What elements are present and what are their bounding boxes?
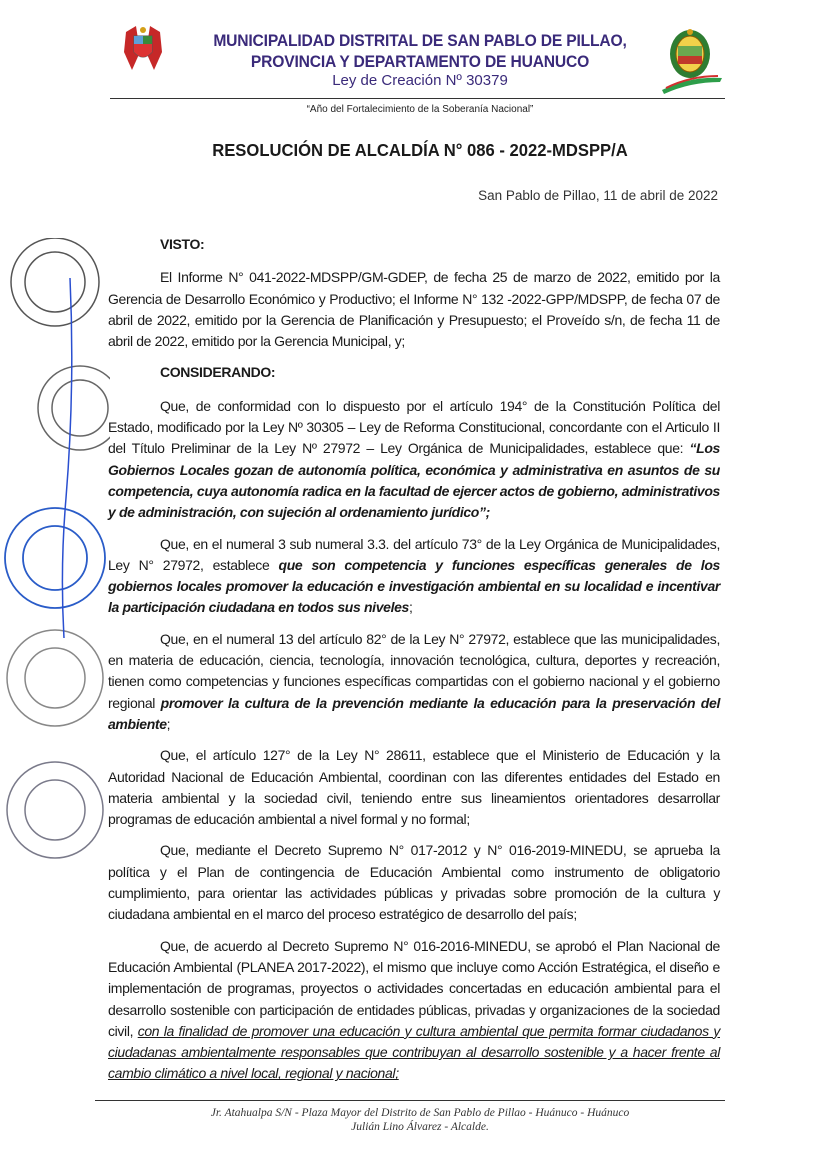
institution-name: MUNICIPALIDAD DISTRITAL DE SAN PABLO DE PILLAO, PROVINCIA Y DEPARTAMENTO DE HUANUCO	[213, 31, 627, 71]
text-segment: Que, de conformidad con lo dispuesto por el artículo 194° de la Constitución Política del Estado, modificado por la Ley Nº 30305 – Ley de Reforma Constitucional, concordante con el Articulo II del Título Preliminar de la Ley Nº 27972 – Ley Orgánica de Municipalidades, establece que:	[108, 397, 720, 457]
resolution-title: RESOLUCIÓN DE ALCALDÍA N° 086 - 2022-MDSPP/A	[212, 140, 628, 160]
document-date: San Pablo de Pillao, 11 de abril de 2022	[478, 188, 718, 203]
official-stamps	[0, 238, 110, 878]
secretaria-stamp	[7, 762, 103, 858]
text-segment: Que, mediante el Decreto Supremo N° 017-2012 y N° 016-2019-MINEDU, se aprueba la política y el Plan de contingencia de Educación Ambiental como instrumento de obligatorio cumplimiento, para orientar las actividades públicas y privadas sobre promoción de la cultura y ciudadana ambiental en el marco del proceso estratégico de desarrollo del país;	[108, 842, 720, 923]
text-segment: Que, en el numeral 13 del artículo 82° de la Ley N° 27972, establece que las municipalidades, en materia de educación, ciencia, tecnología, innovación tecnológica, cultura, deportes y recreación, tienen como competencias y funciones específicas compartidas con el gobierno nacional y el gobierno regional	[108, 630, 720, 711]
footer-divider	[95, 1100, 725, 1101]
text-segment: Que, de acuerdo al Decreto Supremo N° 016-2016-MINEDU, se aprobó el Plan Nacional de Educación Ambiental (PLANEA 2017-2022), el mismo que incluye como Acción Estratégica, el diseño e implementación de programas, proyectos o actividades concertadas en educación ambiental para el desarrollo sostenible con participación de entidades públicas, privadas y organizaciones de la sociedad civil,	[108, 937, 720, 1039]
creation-law: Ley de Creación Nº 30379	[332, 72, 508, 89]
signature-mark	[62, 278, 71, 638]
text-segment: El Informe N° 041-2022-MDSPP/GM-GDEP, de fecha 25 de marzo de 2022, emitido por la Gerencia de Desarrollo Económico y Productivo; el Informe N° 132 -2022-GPP/MDSPP, de fecha 07 de abril de 2022, emitido por la Gerencia de Planificación y Presupuesto; el Proveído s/n, de fecha 11 de abril de 2022, emitido por la Gerencia Municipal, y;	[108, 269, 720, 350]
text-segment: ;	[166, 715, 171, 732]
footer	[100, 1106, 740, 1134]
paragraph	[108, 534, 720, 619]
paragraph	[108, 840, 720, 925]
gerencia-municipal-stamp	[38, 366, 110, 450]
planificacion-stamp	[5, 508, 105, 608]
document-body	[108, 234, 720, 1095]
paragraph	[108, 936, 720, 1085]
visto-heading: VISTO:	[160, 236, 205, 252]
text-segment: ;	[408, 599, 413, 616]
paragraph	[108, 745, 720, 830]
emphasized-text: promover la cultura de la prevención mediante la educación para la preservación del ambiente	[108, 694, 720, 732]
paragraph	[108, 629, 720, 735]
municipal-shield-icon	[660, 26, 724, 96]
emphasized-text: “Los Gobiernos Locales gozan de autonomía política, económica y administrativa en asuntos de su competencia, cuya autonomía radica en la facultad de ejercer actos de gobierno, administrativos y de administración, con sujeción al ordenamiento jurídico”;	[108, 440, 720, 521]
header-divider	[110, 98, 725, 99]
peru-coat-of-arms-icon	[118, 22, 168, 74]
text-segment: Que, en el numeral 3 sub numeral 3.3. del artículo 73° de la Ley Orgánica de Municipalidades, Ley N° 27972, establece	[108, 535, 720, 573]
text-segment: Que, el artículo 127° de la Ley N° 28611, establece que el Ministerio de Educación y la Autoridad Nacional de Educación Ambiental, coordinan con las diferentes entidades del Estado en materia ambiental y la sociedad civil, teniendo entre sus lineamientos orientadores desarrollar programas de educación ambiental a nivel formal y no formal;	[108, 747, 720, 828]
alcaldia-stamp	[11, 238, 99, 326]
footer-signatory: Julián Lino Álvarez - Alcalde.	[351, 1121, 489, 1133]
desarrollo-economico-stamp	[7, 630, 103, 726]
paragraph	[108, 267, 720, 352]
footer-address: Jr. Atahualpa S/N - Plaza Mayor del Distrito de San Pablo de Pillao - Huánuco - Huánuco	[210, 1107, 630, 1119]
year-motto: “Año del Fortalecimiento de la Soberanía Nacional”	[306, 104, 534, 115]
paragraph	[108, 396, 720, 524]
considerando-heading: CONSIDERANDO:	[160, 364, 276, 381]
underlined-text: con la finalidad de promover una educación y cultura ambiental que permita formar ciudadanos y ciudadanas ambientalmente responsables que contribuyan al desarrollo sostenible y a hacer frente al cambio climático a nivel local, regional y nacional;	[108, 1022, 720, 1082]
emphasized-text: que son competencia y funciones específicas generales de los gobiernos locales promover la educación e investigación ambiental en su localidad e incentivar la participación ciudadana en todos sus niveles	[108, 556, 720, 616]
